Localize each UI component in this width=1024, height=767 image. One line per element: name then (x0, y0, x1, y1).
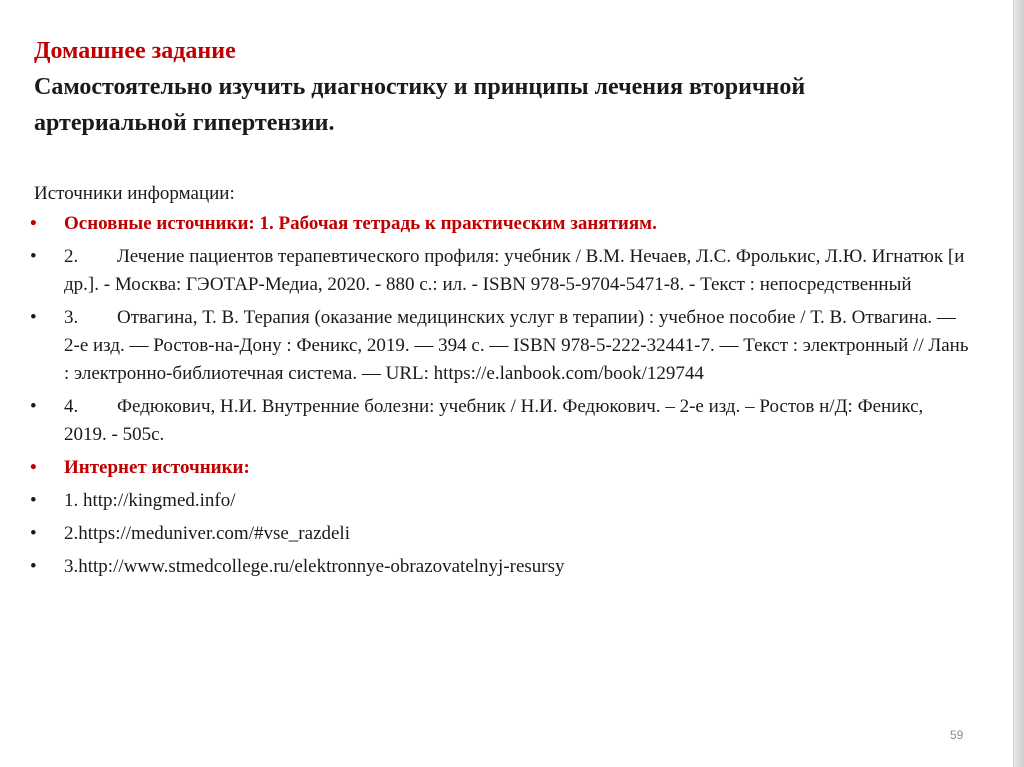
list-item-main-sources (30, 210, 970, 238)
slide-right-border (1014, 0, 1024, 767)
slide-heading (34, 33, 934, 141)
link-stmedcollege[interactable]: 3.http://www.stmedcollege.ru/elektronnye-obrazovatelnyj-resursy (64, 556, 565, 577)
bullet-icon: • (30, 457, 37, 478)
slide-content (30, 180, 970, 586)
slide-subtitle: Самостоятельно изучить диагностику и принципы лечения вторичной артериальной гипертензии. (34, 74, 806, 136)
sources-list (30, 210, 970, 581)
bullet-icon: • (30, 246, 37, 267)
list-item-number: 3. (64, 307, 79, 328)
list-item-text: Основные источники: 1. Рабочая тетрадь к практическим занятиям. (64, 213, 657, 234)
list-item-link-2 (30, 520, 970, 548)
list-item-book-2 (30, 243, 970, 299)
bullet-icon: • (30, 307, 37, 328)
list-item-link-1 (30, 487, 970, 515)
bullet-icon: • (30, 490, 37, 511)
slide-title: Домашнее задание (34, 38, 236, 64)
list-item-text: Федюкович, Н.И. Внутренние болезни: учебник / Н.И. Федюкович. – 2-е изд. – Ростов н/Д: Феникс, 2019. - 505с. (64, 396, 924, 445)
bullet-icon: • (30, 396, 37, 417)
link-meduniver[interactable]: 2.https://meduniver.com/#vse_razdeli (64, 523, 350, 544)
list-item-text: Интернет источники: (64, 457, 250, 478)
list-item-number: 4. (64, 396, 79, 417)
list-item-internet-sources (30, 454, 970, 482)
list-item-text: Лечение пациентов терапевтического профиля: учебник / В.М. Нечаев, Л.С. Фролькис, Л.Ю. Игнатюк [и др.]. - Москва: ГЭОТАР-Медиа, 2020. - 880 с.: ил. - ISBN 978-5-9704-5471-8. - Текст : непосредственный (64, 246, 965, 295)
sources-label: Источники информации: (34, 183, 235, 204)
list-item-number: 2. (64, 246, 79, 267)
list-item-text: Отвагина, Т. В. Терапия (оказание медицинских услуг в терапии) : учебное пособие / Т. В. Отвагина. — 2-е изд. — Ростов-на-Дону : Феникс, 2019. — 394 с. — ISBN 978-5-222-32441-7. — Текст : электронный // Лань : электронно-библиотечная система. — URL: https://e.lanbook.com/book/129744 (64, 307, 969, 384)
link-kingmed[interactable]: 1. http://kingmed.info/ (64, 490, 236, 511)
list-item-book-3 (30, 304, 970, 388)
list-item-book-4 (30, 393, 970, 449)
bullet-icon: • (30, 523, 37, 544)
list-item-link-3 (30, 553, 970, 581)
page-number: 59 (950, 728, 964, 742)
bullet-icon: • (30, 213, 37, 234)
bullet-icon: • (30, 556, 37, 577)
